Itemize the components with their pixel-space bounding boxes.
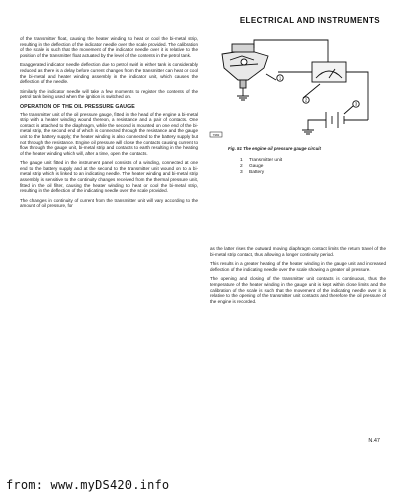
callout-3: 3 [354,101,358,107]
paragraph: Exaggerated indicator needle deflection due to petrol swirl in either tank is considerably reduced as there is a delay before current changes from the transmitter can heat or cool the bi-metal and heater winding assembly in the indicator unit, which causes the deflection of the needle. [20,62,198,85]
gauge-icon [312,62,346,82]
circuit-diagram [208,34,384,142]
figure-caption: Fig. 51 The engine oil pressure gauge circuit [228,146,321,151]
paragraph: This results in a greater heating of the heater winding in the gauge unit and increased deflection of the indicating needle over the scale showing a greater oil pressure. [210,261,386,272]
page-number: N.47 [368,438,380,444]
figure-legend [240,158,380,177]
legend-item: 1 Transmitter unit [240,158,283,163]
right-column [210,246,386,308]
section-heading: OPERATION OF THE OIL PRESSURE GAUGE [20,103,135,110]
transmitter-unit-icon [222,44,268,88]
paragraph: The opening and closing of the transmitter unit contacts is continuous, thus the temperature of the heater winding in the gauge unit is kept within close limits and the calibration of the scale is such that the movement of the indicating needle over it is relative to the opening of the transmitter unit contacts and therefore the oil pressure of the engine is recorded. [210,276,386,304]
callout-1: 1 [278,75,282,81]
figure-code: 7982 [212,133,220,137]
paragraph: Similarly the indicator needle will take a few moments to register the contents of the petrol tank being used when the ignition is switched on. [20,88,198,100]
paragraph: The transmitter unit of the oil pressure gauge, fitted in the head of the engine a bi-metal strip with a heater winding wound thereon, a resistance and a pair of contacts. One contact is attached to the diaphragm, while the second is mounted on one end of the bi-metal strip, the second end of which is connected through the resistance and the gauge unit to the battery supply; the heater winding is also connected to the battery supply but not through the resistance. Engine oil pressure will close the contacts causing current to flow through the gauge unit, bi-metal strip and contacts to earth resulting in the heating of the heater winding which will, after a time, open the contacts. [20,111,198,156]
paragraph: as the latter rises the outward moving diaphragm contact limits the return travel of the bi-metal strip contact, thus allowing a longer continuity period. [210,246,386,257]
paragraph: The gauge unit fitted in the instrument panel consists of a winding, connected at one end to the battery supply and at the second to the transmitter unit wound on to a bi-metal strip which is linked to an indicating needle. The heater winding and bi-metal strip assembly is sensitive to the continuity changes received from the thermal pressure unit, fitted in the oil filter, causing the heater winding to heat or cool the bi-metal strip, resulting in the deflection of the indicating needle over the scale provided. [20,160,198,194]
paragraph: The changes in continuity of current from the transmitter unit will vary according to the amount of oil pressure, for [20,197,198,209]
battery-icon [302,112,368,134]
left-column [20,36,198,213]
page-header: ELECTRICAL AND INSTRUMENTS [239,16,380,25]
watermark-text: from: www.myDS420.info [6,478,170,492]
paragraph: of the transmitter float, causing the heater winding to heat or cool the bi-metal strip, resulting in the deflection of the indicator needle over the scale provided. The calibration of the scale is such that the movement of the indicator needle over it is relative to the position of the transmitter float actuated by the level of the contents in the petrol tank. [20,36,198,58]
legend-item: 2 Gauge [240,164,264,170]
callout-2: 2 [304,97,308,103]
legend-item: 3 Battery [240,170,265,176]
oil-pressure-circuit-figure [208,34,384,142]
